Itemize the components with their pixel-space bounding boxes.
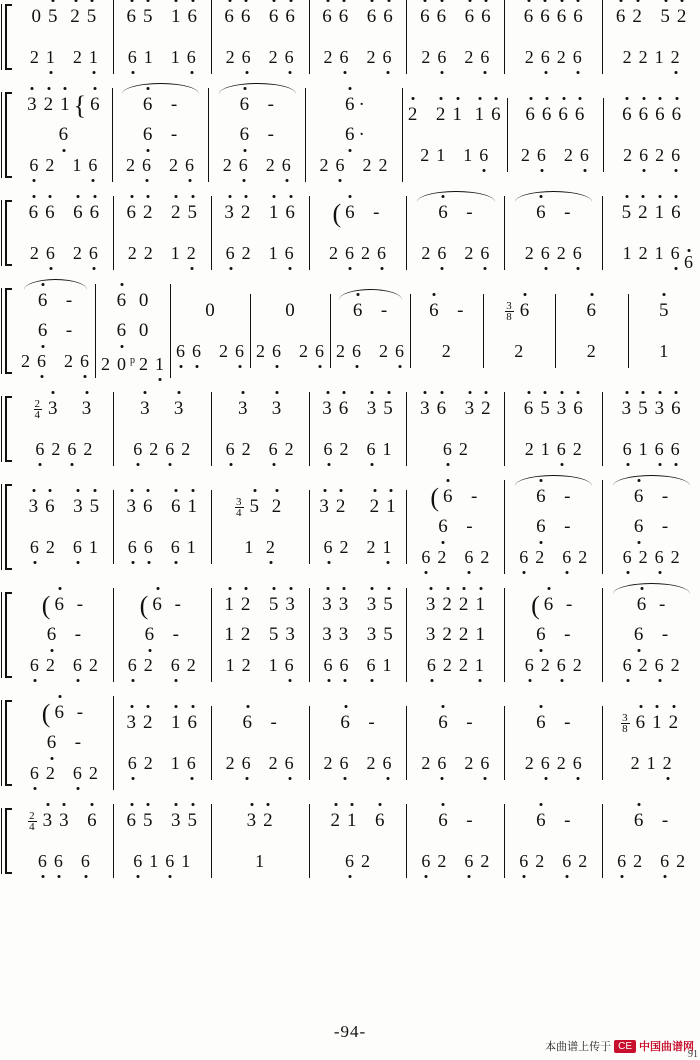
measure bbox=[310, 0, 408, 74]
measure bbox=[212, 392, 310, 466]
voice-mid: 6 - bbox=[18, 728, 111, 758]
measure bbox=[505, 588, 603, 682]
site-logo-icon: CE bbox=[614, 1040, 636, 1053]
voice-mid: 1 2 5 3 bbox=[224, 624, 296, 645]
voice-lower: 6 2 6 2 bbox=[409, 542, 502, 572]
voice-lower: 6 2 bbox=[409, 434, 502, 464]
measure bbox=[171, 294, 251, 368]
measure bbox=[212, 490, 310, 564]
measure bbox=[603, 392, 700, 466]
voice-lower: 6 2 6 2 bbox=[18, 758, 111, 788]
measure bbox=[603, 588, 700, 682]
edge-note: 6 bbox=[681, 252, 696, 273]
voice-upper: ( 6 - bbox=[41, 591, 85, 620]
voice-upper: 6 - bbox=[507, 482, 600, 512]
measure bbox=[306, 88, 403, 182]
measure bbox=[96, 284, 171, 378]
voice-lower: 6 2 2 1 bbox=[312, 532, 405, 562]
measure bbox=[407, 804, 505, 878]
voice-lower: 6 2 6 2 bbox=[605, 846, 698, 876]
voice-lower: 2 6 2 2 bbox=[308, 150, 400, 180]
voice-upper: 6 - bbox=[507, 198, 600, 228]
voice-upper: 2 2 1 1 6 bbox=[405, 100, 505, 130]
measure bbox=[603, 480, 700, 574]
voice-upper: 0 bbox=[205, 300, 216, 321]
measure bbox=[114, 804, 212, 878]
system-9 bbox=[0, 804, 700, 878]
measure bbox=[407, 196, 505, 270]
measure bbox=[212, 804, 310, 878]
voice-upper: 3 2 1 { 6 bbox=[18, 90, 110, 120]
measure bbox=[407, 706, 505, 780]
measure bbox=[505, 706, 603, 780]
brace-icon bbox=[0, 696, 16, 790]
measure bbox=[603, 804, 700, 878]
voice-mid: 6 - bbox=[605, 620, 698, 650]
time-signature: $\frac{2}{4}$ bbox=[29, 810, 36, 834]
measure bbox=[508, 98, 605, 172]
voice-lower: 2 6 2 6 bbox=[507, 42, 600, 72]
voice-upper: ( 6 - bbox=[332, 199, 381, 228]
measure bbox=[16, 284, 96, 378]
voice-upper: 5 2 1 6 bbox=[605, 198, 698, 228]
voice-lower: 2 6 2 6 bbox=[409, 748, 502, 778]
page-number: -94- bbox=[333, 1022, 367, 1041]
measure bbox=[411, 294, 484, 368]
voice-upper: 6 5 1 6 bbox=[116, 2, 209, 32]
voice-mid: 6 - bbox=[18, 620, 111, 650]
voice-upper: ( 6 - bbox=[139, 591, 182, 620]
voice-lower: 6 1 6 6 bbox=[605, 434, 698, 464]
voice-mid: 6 - bbox=[507, 620, 600, 650]
voice-upper: $\frac{3}{8}$ 6 1 2 bbox=[605, 708, 698, 738]
corner-number: 91 bbox=[688, 1049, 698, 1060]
measure bbox=[556, 294, 629, 368]
voice-lower: 2 6 2 6 bbox=[409, 42, 502, 72]
voice-upper: 6 - bbox=[507, 708, 600, 738]
voice-lower: 2 bbox=[514, 341, 525, 361]
voice-upper: 6 6 6 6 bbox=[214, 2, 307, 32]
measure bbox=[505, 480, 603, 574]
measure bbox=[16, 696, 114, 790]
measure bbox=[407, 480, 505, 574]
credit-prefix: 本曲谱上传于 bbox=[545, 1041, 612, 1053]
measure bbox=[212, 0, 310, 74]
voice-lower: 6 1 1 6 bbox=[116, 42, 209, 72]
voice-upper: 6 - bbox=[333, 296, 408, 326]
time-signature: $\frac{3}{8}$ bbox=[622, 712, 629, 736]
system-3 bbox=[0, 196, 700, 270]
voice-upper: 6 - bbox=[211, 90, 303, 120]
voice-upper: 3 2 1 6 bbox=[214, 198, 307, 228]
measure bbox=[310, 490, 408, 564]
voice-lower: 2 6 2 6 bbox=[507, 748, 600, 778]
measure bbox=[331, 294, 411, 368]
voice-upper: 6 - bbox=[605, 482, 698, 512]
measure bbox=[16, 804, 114, 878]
brace-icon bbox=[0, 0, 16, 74]
voice-lower: 6 2 6 2 bbox=[214, 434, 307, 464]
voice-lower: 6 6 6 bbox=[18, 846, 111, 876]
measure bbox=[629, 294, 700, 368]
voice-upper: 0 5 2 5 bbox=[18, 2, 111, 32]
voice-lower: 6 2 6 2 bbox=[116, 434, 209, 464]
voice-upper: 6 - bbox=[605, 806, 698, 836]
voice-upper: 2 1 6 bbox=[312, 806, 405, 836]
voice-lower: 6 2 6 1 bbox=[312, 434, 405, 464]
measure bbox=[114, 588, 212, 682]
voice-mid: 6 0 bbox=[98, 316, 168, 346]
voice-upper: 3 2 bbox=[214, 806, 307, 836]
system-4 bbox=[0, 284, 700, 378]
voice-lower: 6 2 1 6 bbox=[18, 150, 110, 180]
voice-upper: 6 6 6 6 bbox=[510, 100, 602, 130]
voice-lower: 2 6 2 6 bbox=[18, 346, 93, 376]
voice-lower: 6 2 6 2 bbox=[605, 542, 698, 572]
measure bbox=[310, 196, 408, 270]
voice-upper: 3 6 3 5 bbox=[18, 492, 111, 522]
voice-lower: 2 0 $^p$ 2 1 bbox=[98, 346, 168, 376]
voice-mid: 3 3 3 5 bbox=[322, 624, 394, 645]
voice-lower: 6 2 6 2 bbox=[605, 650, 698, 680]
voice-lower: 2 6 2 6 bbox=[115, 150, 207, 180]
voice-mid: 6 bbox=[18, 120, 110, 150]
voice-upper: ( 6 - bbox=[430, 483, 479, 512]
voice-upper: 6 - bbox=[605, 590, 698, 620]
voice-upper: 6 - bbox=[312, 708, 405, 738]
voice-lower: 6 6 6 1 bbox=[116, 532, 209, 562]
brace-icon bbox=[0, 284, 16, 378]
voice-mid: 6 - bbox=[115, 120, 207, 150]
voice-upper: ( 6 - bbox=[531, 591, 574, 620]
voice-mid: 6 - bbox=[116, 620, 209, 650]
brace-icon bbox=[0, 392, 16, 466]
voice-lower: 6 2 6 2 bbox=[18, 434, 111, 464]
credit-site: 中国曲谱网 bbox=[639, 1041, 694, 1053]
measure bbox=[310, 706, 408, 780]
voice-upper: 3 5 3 6 bbox=[605, 394, 698, 424]
voice-mid: 6 - bbox=[605, 512, 698, 542]
voice-mid: 3 2 2 1 bbox=[425, 624, 486, 645]
measure bbox=[310, 392, 408, 466]
voice-lower: 2 1 2 1 bbox=[18, 42, 111, 72]
measure bbox=[505, 0, 603, 74]
voice-upper: 3 6 3 5 bbox=[312, 394, 405, 424]
voice-upper: 6 6 6 6 bbox=[409, 2, 502, 32]
measure bbox=[212, 196, 310, 270]
measure bbox=[484, 294, 557, 368]
voice-lower: 1 bbox=[659, 341, 670, 361]
voice-mid: 6 - bbox=[409, 512, 502, 542]
measure bbox=[114, 392, 212, 466]
system-8 bbox=[0, 696, 700, 790]
voice-lower: 2 6 2 6 bbox=[510, 140, 602, 170]
measure bbox=[209, 88, 306, 182]
measure bbox=[16, 392, 114, 466]
voice-upper: 6 6 6 6 bbox=[18, 198, 111, 228]
voice-lower: 2 6 2 6 bbox=[507, 238, 600, 268]
voice-lower: 6 2 bbox=[312, 846, 405, 876]
measure bbox=[113, 88, 210, 182]
voice-upper: 6 - bbox=[409, 708, 502, 738]
voice-lower: 2 6 2 6 bbox=[333, 336, 408, 366]
system-2 bbox=[0, 88, 700, 182]
voice-upper: $\frac{2}{4}$ 3 3 bbox=[18, 394, 111, 424]
brace-icon bbox=[0, 588, 16, 682]
voice-lower: 6 1 6 1 bbox=[116, 846, 209, 876]
measure bbox=[212, 588, 310, 682]
voice-upper: 6 - bbox=[214, 708, 307, 738]
voice-lower: 2 6 2 6 bbox=[409, 238, 502, 268]
voice-lower: 6 6 6 1 bbox=[312, 650, 405, 680]
voice-upper: $\frac{2}{4}$ 3 3 6 bbox=[18, 806, 111, 836]
measure bbox=[407, 588, 505, 682]
measure bbox=[505, 804, 603, 878]
voice-lower: 6 2 6 2 bbox=[18, 650, 111, 680]
measure bbox=[310, 588, 408, 682]
measure bbox=[16, 88, 113, 182]
voice-lower: 6 2 6 2 bbox=[409, 846, 502, 876]
voice-upper: 6 6 6 6 bbox=[507, 2, 600, 32]
voice-upper: $\frac{3}{8}$ 6 bbox=[486, 296, 554, 326]
measure bbox=[603, 706, 700, 780]
measure bbox=[16, 588, 114, 682]
voice-mid: 6 - bbox=[211, 120, 303, 150]
voice-upper: 3 6 3 2 bbox=[409, 394, 502, 424]
voice-upper: 3 3 3 5 bbox=[312, 590, 405, 620]
voice-upper: 6 - bbox=[413, 296, 481, 326]
voice-lower: 6 2 2 1 bbox=[409, 650, 502, 680]
voice-upper: 6 6 6 6 bbox=[312, 2, 405, 32]
voice-upper: 6 bbox=[558, 296, 626, 326]
measure bbox=[16, 490, 114, 564]
voice-lower: 6 2 6 2 bbox=[507, 846, 600, 876]
voice-lower: 6 6 2 6 bbox=[173, 336, 248, 366]
voice-upper: 5 bbox=[631, 296, 699, 326]
voice-lower: 6 2 1 6 bbox=[116, 748, 209, 778]
voice-upper: 3 2 2 1 bbox=[312, 492, 405, 522]
voice-upper: ( 6 - bbox=[41, 699, 85, 728]
measure bbox=[403, 98, 508, 172]
voice-mid: 6 - bbox=[507, 512, 600, 542]
voice-lower: 1 2 1 6 bbox=[214, 650, 307, 680]
voice-lower: 2 6 2 6 bbox=[312, 42, 405, 72]
voice-upper: 3 2 1 6 bbox=[116, 708, 209, 738]
measure bbox=[310, 804, 408, 878]
voice-lower: 1 bbox=[255, 851, 266, 871]
measure bbox=[505, 196, 603, 270]
measure bbox=[114, 0, 212, 74]
voice-upper: 6 0 bbox=[98, 286, 168, 316]
voice-lower: 2 6 2 6 bbox=[312, 748, 405, 778]
brace-icon bbox=[0, 480, 16, 574]
measure bbox=[114, 196, 212, 270]
voice-lower: 2 6 2 6 bbox=[214, 42, 307, 72]
system-5 bbox=[0, 392, 700, 466]
brace-icon bbox=[0, 88, 16, 182]
voice-lower: 2 2 1 2 bbox=[116, 238, 209, 268]
voice-lower: 2 bbox=[441, 341, 452, 361]
time-signature: $\frac{3}{4}$ bbox=[236, 496, 243, 520]
voice-lower: 6 2 6 2 bbox=[507, 542, 600, 572]
brace-icon bbox=[0, 804, 16, 878]
voice-upper: 6 - bbox=[18, 286, 93, 316]
voice-upper: 6 · bbox=[308, 90, 400, 120]
voice-lower: 2 2 1 2 bbox=[605, 42, 698, 72]
measure bbox=[505, 392, 603, 466]
measure bbox=[407, 392, 505, 466]
voice-upper: 3 3 bbox=[214, 394, 307, 424]
voice-upper: 6 5 3 5 bbox=[116, 806, 209, 836]
voice-lower: 2 1 6 2 bbox=[507, 434, 600, 464]
measure bbox=[603, 0, 700, 74]
voice-lower: 2 6 2 6 bbox=[606, 140, 698, 170]
measure bbox=[407, 0, 505, 74]
voice-lower: 2 1 2 bbox=[605, 748, 698, 778]
voice-lower: 6 2 1 6 bbox=[214, 238, 307, 268]
voice-lower: 1 2 bbox=[214, 532, 307, 562]
voice-upper: 6 2 2 5 bbox=[116, 198, 209, 228]
voice-lower: 6 2 6 2 bbox=[116, 650, 209, 680]
voice-lower: 2 6 2 6 bbox=[211, 150, 303, 180]
voice-lower: 2 6 2 6 bbox=[253, 336, 328, 366]
brace-icon bbox=[0, 196, 16, 270]
voice-upper: 6 - bbox=[409, 198, 502, 228]
voice-upper: 0 bbox=[285, 300, 296, 321]
voice-upper: 3 3 bbox=[116, 394, 209, 424]
measure bbox=[16, 0, 114, 74]
measure bbox=[251, 294, 331, 368]
measure bbox=[114, 490, 212, 564]
voice-lower: 6 2 6 1 bbox=[18, 532, 111, 562]
time-signature: $\frac{2}{4}$ bbox=[34, 398, 42, 422]
voice-upper: 6 - bbox=[115, 90, 207, 120]
voice-upper: 3 6 6 1 bbox=[116, 492, 209, 522]
voice-lower: 2 bbox=[586, 341, 597, 361]
voice-lower: 6 2 6 2 bbox=[507, 650, 600, 680]
voice-lower: 2 6 2 6 bbox=[214, 748, 307, 778]
measure bbox=[212, 706, 310, 780]
voice-upper: 1 2 5 3 bbox=[214, 590, 307, 620]
measure bbox=[604, 98, 700, 172]
system-6 bbox=[0, 480, 700, 574]
voice-lower: 2 6 2 6 bbox=[312, 238, 405, 268]
voice-mid: 6 - bbox=[18, 316, 93, 346]
voice-upper: 6 - bbox=[507, 806, 600, 836]
voice-upper: $\frac{3}{4}$ 5 2 bbox=[214, 492, 307, 522]
system-7 bbox=[0, 588, 700, 682]
system-1 bbox=[0, 0, 700, 74]
voice-lower: 1 2 1 6 bbox=[605, 238, 698, 268]
voice-upper: 6 5 3 6 bbox=[507, 394, 600, 424]
voice-upper: 6 6 6 6 bbox=[606, 100, 698, 130]
time-signature: $\frac{3}{8}$ bbox=[506, 300, 513, 324]
voice-mid: 6 · bbox=[308, 120, 400, 150]
voice-upper: 6 2 5 2 bbox=[605, 2, 698, 32]
voice-upper: 6 - bbox=[409, 806, 502, 836]
site-credit bbox=[545, 1038, 694, 1054]
voice-upper: 3 2 2 1 bbox=[409, 590, 502, 620]
voice-lower: 2 1 1 6 bbox=[405, 140, 505, 170]
measure bbox=[114, 706, 212, 780]
voice-lower: 2 6 2 6 bbox=[18, 238, 111, 268]
measure bbox=[16, 196, 114, 270]
